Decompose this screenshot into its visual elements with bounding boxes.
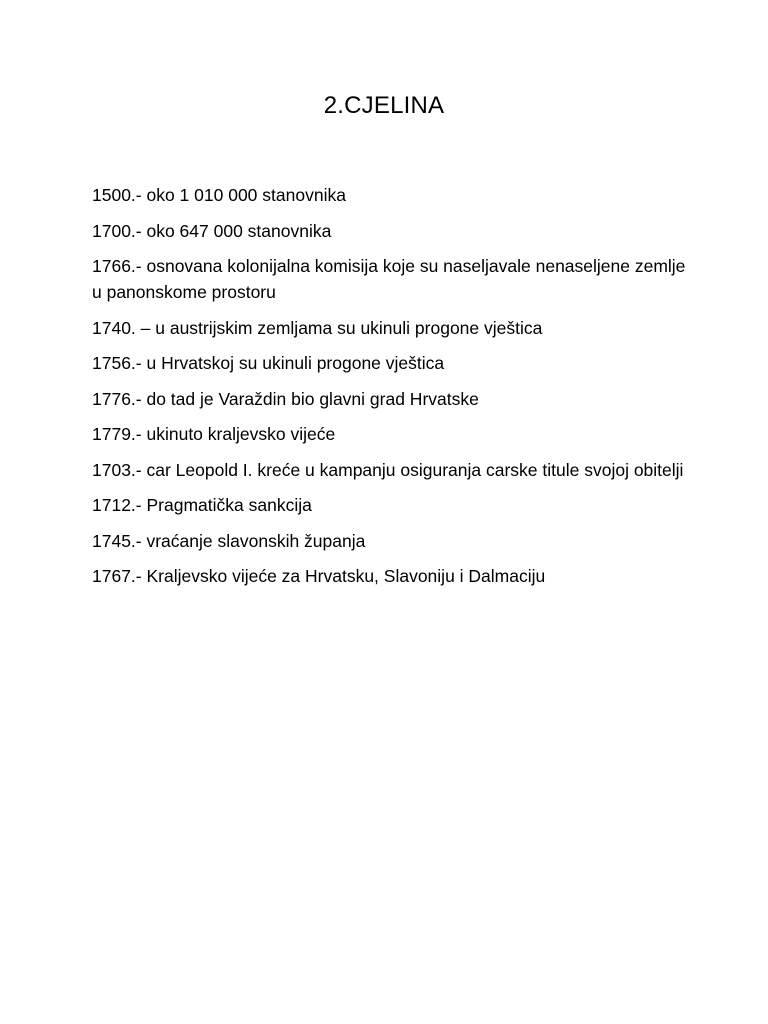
timeline-entry: 1776.- do tad je Varaždin bio glavni grad Hrvatske bbox=[92, 388, 479, 409]
page-title: 2.CJELINA bbox=[323, 92, 445, 119]
timeline-entry: 1500.- oko 1 010 000 stanovnika bbox=[92, 185, 346, 205]
timeline-entry: 1766.- osnovana kolonijalna komisija koje su naseljavale nenaseljene zemlje u panonskome prostoru bbox=[92, 256, 686, 302]
timeline-entry: 1779.- ukinuto kraljevsko vijeće bbox=[92, 424, 336, 444]
timeline-list bbox=[92, 182, 692, 599]
timeline-entry: 1703.- car Leopold I. kreće u kampanju osiguranja carske titule svojoj obitelji bbox=[92, 459, 684, 480]
timeline-entry: 1767.- Kraljevsko vijeće za Hrvatsku, Slavoniju i Dalmaciju bbox=[92, 566, 546, 586]
timeline-entry: 1745.- vraćanje slavonskih županja bbox=[92, 530, 366, 551]
timeline-entry: 1740. – u austrijskim zemljama su ukinuli progone vještica bbox=[92, 317, 543, 338]
timeline-entry: 1756.- u Hrvatskoj su ukinuli progone vještica bbox=[92, 353, 445, 373]
timeline-entry: 1712.- Pragmatička sankcija bbox=[92, 495, 312, 515]
timeline-entry: 1700.- oko 647 000 stanovnika bbox=[92, 220, 332, 241]
